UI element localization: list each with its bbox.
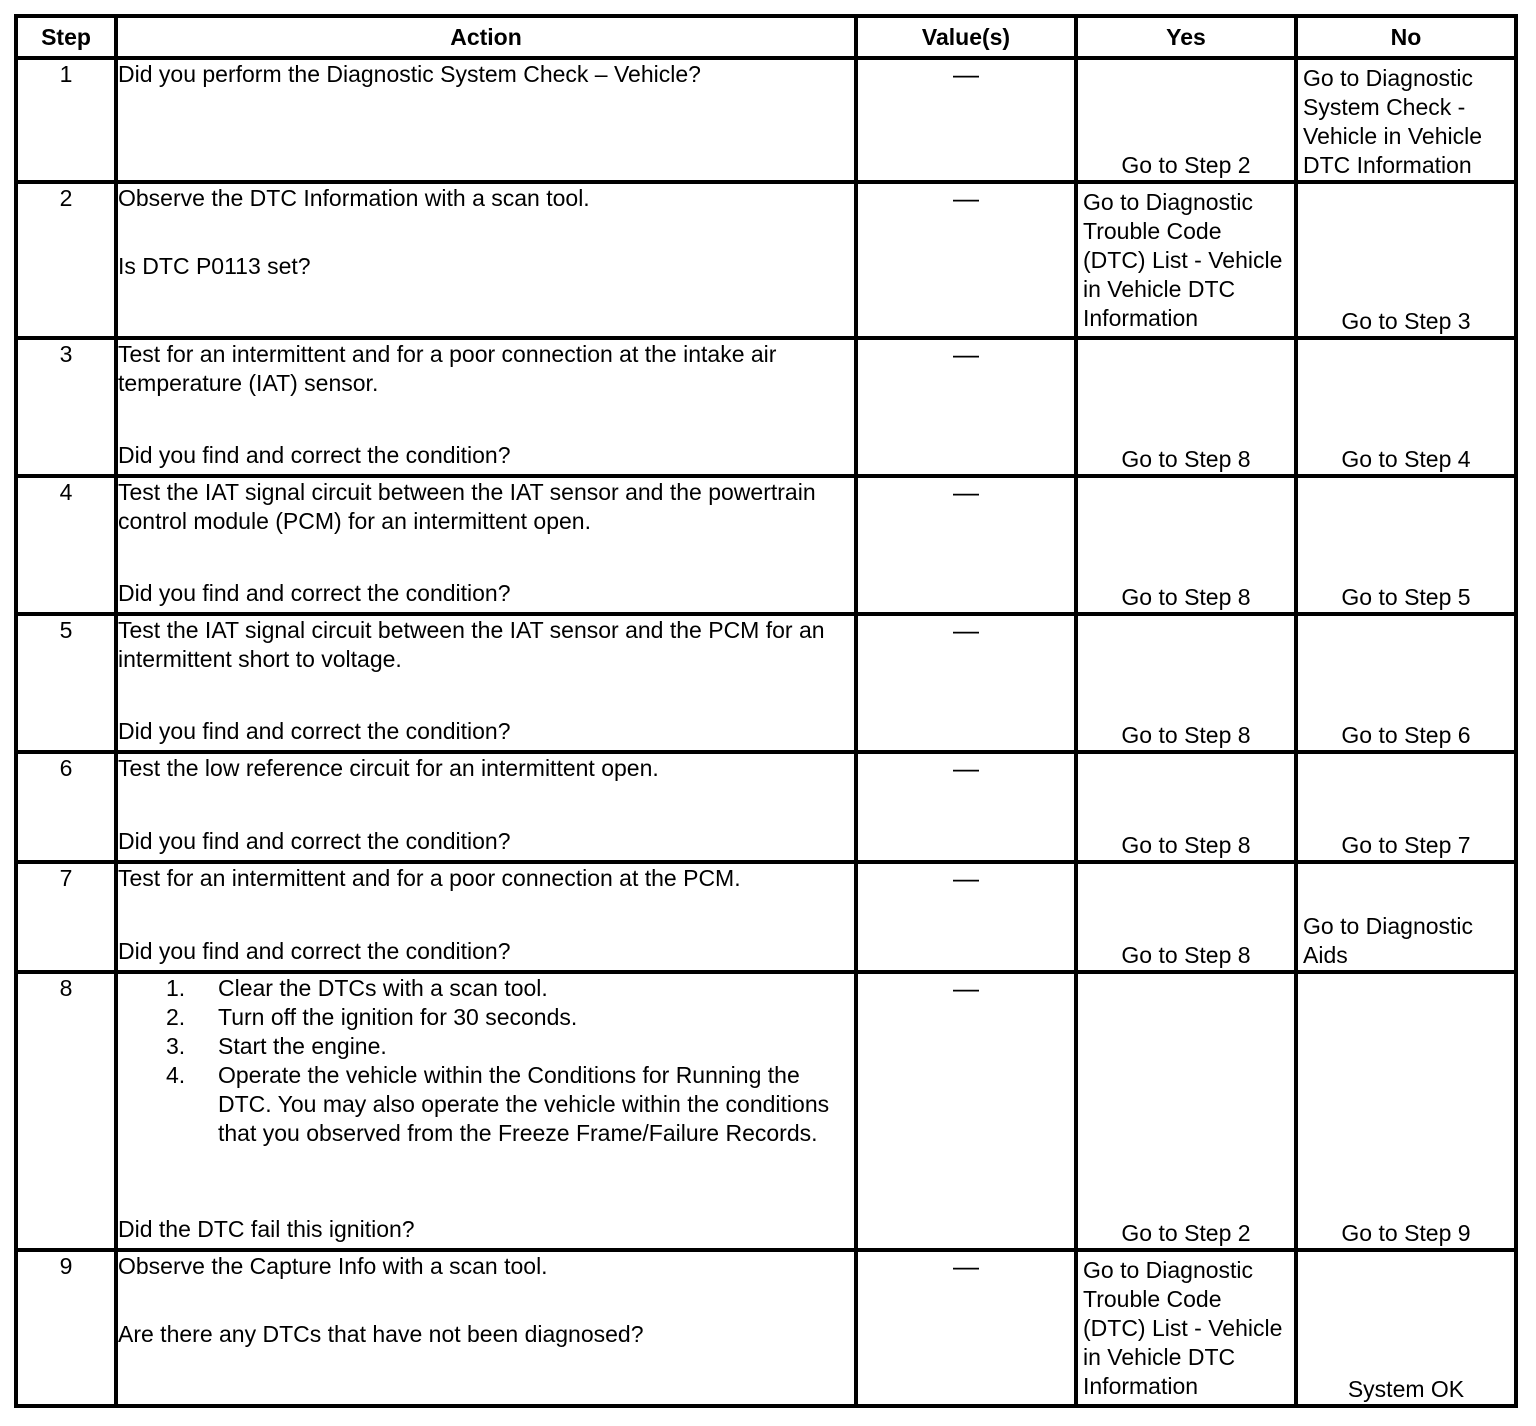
action-question: Did the DTC fail this ignition?: [118, 1216, 415, 1242]
action-cell: [116, 614, 856, 752]
action-cell: [116, 862, 856, 972]
action-question: Did you find and correct the condition?: [118, 718, 511, 744]
yes-text: Go to Step 2: [1121, 1220, 1251, 1246]
table-row: [16, 476, 1516, 614]
action-text: Test the IAT signal circuit between the IAT sensor and the PCM for an intermittent short to voltage.: [118, 617, 825, 672]
action-cell: [116, 1250, 856, 1406]
step-number: 4: [16, 476, 116, 614]
yes-cell: [1076, 752, 1296, 862]
no-text: Go to Step 9: [1341, 1220, 1471, 1246]
table-row: [16, 1250, 1516, 1406]
no-text: Go to Diagnostic System Check - Vehicle in Vehicle DTC Information: [1303, 65, 1483, 178]
action-cell: [116, 182, 856, 338]
no-cell: [1296, 614, 1516, 752]
yes-text: Go to Step 2: [1121, 152, 1251, 178]
value-cell: —: [856, 182, 1076, 338]
table-row: [16, 182, 1516, 338]
table-row: [16, 972, 1516, 1250]
no-text: Go to Diagnostic Aids: [1303, 913, 1474, 968]
yes-text: Go to Step 8: [1121, 446, 1251, 472]
substep-number: 1.: [166, 975, 186, 1001]
diagnostic-table: [14, 14, 1518, 1408]
action-text: Observe the DTC Information with a scan tool.: [118, 185, 590, 211]
header-no: No: [1296, 16, 1516, 58]
yes-text: Go to Step 8: [1121, 832, 1251, 858]
no-cell: [1296, 338, 1516, 476]
yes-cell: [1076, 1250, 1296, 1406]
value-cell: —: [856, 338, 1076, 476]
step-number: 2: [16, 182, 116, 338]
header-row: [16, 16, 1516, 58]
step-number: 5: [16, 614, 116, 752]
action-cell: [116, 752, 856, 862]
no-cell: [1296, 182, 1516, 338]
diagnostic-table-wrapper: [14, 14, 1518, 1408]
action-text: Test the IAT signal circuit between the IAT sensor and the powertrain control module (PCM) for an intermittent open.: [118, 479, 816, 534]
action-cell: [116, 338, 856, 476]
table-row: [16, 338, 1516, 476]
table-row: [16, 862, 1516, 972]
yes-text: Go to Step 8: [1121, 722, 1251, 748]
substep-text: Clear the DTCs with a scan tool.: [218, 975, 548, 1001]
substep-item: [166, 974, 854, 1003]
table-row: [16, 614, 1516, 752]
yes-text: Go to Step 8: [1121, 942, 1251, 968]
yes-cell: [1076, 972, 1296, 1250]
action-cell: [116, 58, 856, 182]
no-cell: [1296, 752, 1516, 862]
substep-text: Turn off the ignition for 30 seconds.: [218, 1004, 578, 1030]
no-text: Go to Step 6: [1341, 722, 1471, 748]
no-cell: [1296, 1250, 1516, 1406]
action-text: Test for an intermittent and for a poor connection at the PCM.: [118, 865, 741, 891]
action-cell: [116, 476, 856, 614]
substep-number: 2.: [166, 1004, 186, 1030]
value-cell: —: [856, 972, 1076, 1250]
value-cell: —: [856, 752, 1076, 862]
action-cell: [116, 972, 856, 1250]
no-text: Go to Step 4: [1341, 446, 1471, 472]
step-number: 7: [16, 862, 116, 972]
action-question: Did you find and correct the condition?: [118, 938, 511, 964]
value-cell: —: [856, 476, 1076, 614]
no-cell: [1296, 862, 1516, 972]
header-action: Action: [116, 16, 856, 58]
substep-number: 3.: [166, 1033, 186, 1059]
step-number: 3: [16, 338, 116, 476]
header-values: Value(s): [856, 16, 1076, 58]
yes-cell: [1076, 58, 1296, 182]
substep-item: [166, 1061, 854, 1148]
yes-text: Go to Diagnostic Trouble Code (DTC) List - Vehicle in Vehicle DTC Information: [1083, 189, 1283, 331]
yes-text: Go to Step 8: [1121, 584, 1251, 610]
yes-cell: [1076, 476, 1296, 614]
table-row: [16, 58, 1516, 182]
value-cell: —: [856, 1250, 1076, 1406]
action-text: Did you perform the Diagnostic System Check – Vehicle?: [118, 61, 701, 87]
action-text: Observe the Capture Info with a scan tool.: [118, 1253, 548, 1279]
substep-number: 4.: [166, 1062, 186, 1088]
step-number: 9: [16, 1250, 116, 1406]
value-cell: —: [856, 58, 1076, 182]
no-text: Go to Step 3: [1341, 308, 1471, 334]
no-cell: [1296, 476, 1516, 614]
value-cell: —: [856, 614, 1076, 752]
header-step: Step: [16, 16, 116, 58]
yes-text: Go to Diagnostic Trouble Code (DTC) List - Vehicle in Vehicle DTC Information: [1083, 1257, 1283, 1399]
yes-cell: [1076, 182, 1296, 338]
yes-cell: [1076, 338, 1296, 476]
substep-text: Start the engine.: [218, 1033, 387, 1059]
substep-item: [166, 1003, 854, 1032]
substep-list: [118, 974, 854, 1148]
no-text: System OK: [1347, 1376, 1465, 1402]
action-text: Test for an intermittent and for a poor connection at the intake air temperature (IAT) sensor.: [118, 341, 777, 396]
header-yes: Yes: [1076, 16, 1296, 58]
value-cell: —: [856, 862, 1076, 972]
yes-cell: [1076, 614, 1296, 752]
action-question: Did you find and correct the condition?: [118, 828, 511, 854]
action-question: Are there any DTCs that have not been diagnosed?: [118, 1321, 644, 1347]
substep-text: Operate the vehicle within the Conditions for Running the DTC. You may also operate the vehicle within the conditions that you observed from the Freeze Frame/Failure Records.: [218, 1062, 830, 1146]
substep-item: [166, 1032, 854, 1061]
no-text: Go to Step 7: [1341, 832, 1471, 858]
step-number: 8: [16, 972, 116, 1250]
action-question: Did you find and correct the condition?: [118, 580, 511, 606]
no-text: Go to Step 5: [1341, 584, 1471, 610]
yes-cell: [1076, 862, 1296, 972]
action-question: Is DTC P0113 set?: [118, 253, 311, 279]
action-text: Test the low reference circuit for an intermittent open.: [118, 755, 659, 781]
table-row: [16, 752, 1516, 862]
no-cell: [1296, 58, 1516, 182]
step-number: 6: [16, 752, 116, 862]
no-cell: [1296, 972, 1516, 1250]
step-number: 1: [16, 58, 116, 182]
action-question: Did you find and correct the condition?: [118, 442, 511, 468]
